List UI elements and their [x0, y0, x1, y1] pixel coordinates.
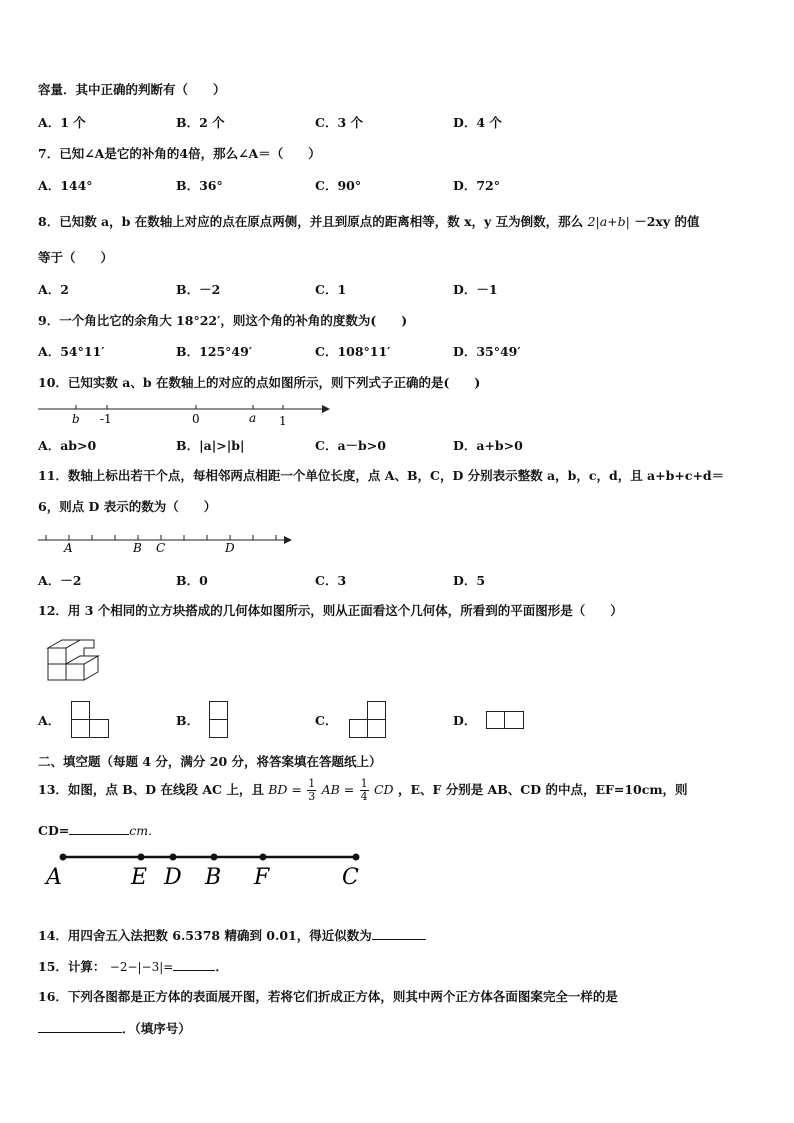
- label-b: b: [72, 412, 80, 426]
- question-13-line2: [38, 822, 152, 839]
- point-F: [260, 854, 267, 861]
- q9-option-d[interactable]: D．35°49′: [453, 344, 521, 359]
- label-B: B: [133, 541, 142, 555]
- q8-tail: －2xy 的值: [634, 214, 700, 229]
- q15-expression: −2−|−3|=: [109, 960, 174, 974]
- question-15: 15．计算： −2−|−3|= ．: [38, 959, 228, 974]
- q10-option-c[interactable]: C．a－b>0: [315, 438, 386, 453]
- question-11-line1: 11．数轴上标出若干个点，每相邻两点相距一个单位长度，点 A、B，C，D 分别表示整数 a，b，c，d，且 a+b+c+d＝: [38, 468, 725, 483]
- number-line-arrow: [322, 405, 330, 413]
- label-D: D: [164, 865, 182, 890]
- q12-option-b[interactable]: B．: [176, 713, 200, 728]
- q6-option-a[interactable]: A．1 个: [38, 115, 86, 130]
- option-b-square-bottom: [209, 719, 228, 738]
- question-8-line1: [38, 214, 699, 230]
- q13-fraction-1: $\frac{1}{3}$: [308, 777, 316, 803]
- option-a-square-bottom-left: [71, 719, 90, 738]
- q8-option-b[interactable]: B．－2: [176, 282, 221, 297]
- q15-answer-blank[interactable]: [173, 958, 215, 971]
- question-8-line2: 等于（ ）: [38, 250, 114, 265]
- q13-rhs: CD: [373, 782, 394, 797]
- q13-fraction-2: $\frac{1}{4}$: [360, 777, 368, 803]
- question-16-line1: 16．下列各图都是正方体的表面展开图，若将它们折成正方体，则其中两个正方体各面图案完全一样的是: [38, 989, 618, 1004]
- option-c-square-bottom-right: [367, 719, 386, 738]
- q6-option-b[interactable]: B．2 个: [176, 115, 225, 130]
- q8-option-a[interactable]: A．2: [38, 282, 69, 297]
- unit-ticks: [46, 535, 276, 540]
- label-A: A: [64, 541, 73, 555]
- cube-stack-figure: [44, 632, 100, 682]
- label-F: F: [254, 865, 270, 890]
- option-b-square-top: [209, 701, 228, 720]
- question-12: 12．用 3 个相同的立方块搭成的几何体如图所示，则从正面看这个几何体，所看到的平面图形是（ ）: [38, 603, 623, 618]
- q10-option-a[interactable]: A．ab>0: [38, 438, 97, 453]
- label-C: C: [342, 865, 359, 890]
- q7-option-a[interactable]: A．144°: [38, 178, 93, 193]
- q11-option-a[interactable]: A．－2: [38, 573, 82, 588]
- q7-option-b[interactable]: B．36°: [176, 178, 223, 193]
- q8-expression: 2|a+b|: [587, 214, 630, 229]
- q6-option-d[interactable]: D．4 个: [453, 115, 502, 130]
- point-E: [138, 854, 145, 861]
- q10-option-d[interactable]: D．a+b>0: [453, 438, 523, 453]
- q12-option-a[interactable]: A．: [38, 713, 61, 728]
- question-16-line2: ．（填序号）: [38, 1020, 191, 1037]
- option-a-square-bottom-right: [89, 719, 109, 738]
- label-neg1: -1: [100, 412, 112, 426]
- question-7: 7．已知∠A是它的补角的4倍，那么∠A＝（ ）: [38, 146, 321, 161]
- question-10: 10．已知实数 a、b 在数轴上的对应的点如图所示，则下列式子正确的是( ): [38, 375, 481, 390]
- q11-option-b[interactable]: B．0: [176, 573, 208, 588]
- q11-option-d[interactable]: D．5: [453, 573, 486, 588]
- point-D: [170, 854, 177, 861]
- point-C: [353, 854, 360, 861]
- option-d-square-left: [486, 711, 505, 729]
- q11-option-c[interactable]: C．3: [315, 573, 347, 588]
- q13-text-post: ，E、F 分别是 AB、CD 的中点，EF=10cm，则: [397, 782, 688, 797]
- point-A: [60, 854, 67, 861]
- question-11-line2: 6，则点 D 表示的数为（ ）: [38, 499, 217, 514]
- q8-option-d[interactable]: D．－1: [453, 282, 498, 297]
- number-line-arrow: [284, 536, 292, 544]
- q9-option-b[interactable]: B．125°49′: [176, 344, 253, 359]
- q14-answer-blank[interactable]: [372, 927, 426, 940]
- q13-mid: AB =: [321, 782, 355, 797]
- label-B: B: [205, 865, 222, 890]
- label-A: A: [46, 865, 62, 890]
- q13-text-pre: 13．如图，点 B、D 在线段 AC 上，且: [38, 782, 264, 797]
- question-14: 14．用四舍五入法把数 6.5378 精确到 0.01，得近似数为: [38, 927, 426, 944]
- number-line-figure-10: [36, 398, 336, 428]
- option-c-square-top: [367, 701, 386, 720]
- q12-option-c[interactable]: C．: [315, 713, 338, 728]
- q9-option-a[interactable]: A．54°11′: [38, 344, 105, 359]
- label-a: a: [249, 411, 257, 425]
- question-6-tail: 容量．其中正确的判断有（ ）: [38, 82, 226, 97]
- label-E: E: [131, 865, 148, 890]
- q7-option-c[interactable]: C．90°: [315, 178, 362, 193]
- option-c-square-bottom-left: [349, 719, 368, 738]
- q6-option-c[interactable]: C．3 个: [315, 115, 363, 130]
- q13-cd-label: CD=: [38, 823, 70, 838]
- q12-option-d[interactable]: D．: [453, 713, 477, 728]
- option-d-square-right: [504, 711, 524, 729]
- label-C: C: [156, 541, 166, 555]
- label-zero: 0: [192, 412, 200, 426]
- option-a-square-top: [71, 701, 90, 720]
- section-fill-in-heading: 二、填空题（每题 4 分，满分 20 分，将答案填在答题纸上）: [38, 754, 382, 769]
- point-B: [211, 854, 218, 861]
- question-13-line1: [38, 777, 688, 803]
- label-one: 1: [279, 414, 287, 428]
- q13-answer-blank[interactable]: [69, 822, 129, 835]
- q9-option-c[interactable]: C．108°11′: [315, 344, 391, 359]
- q13-unit: cm.: [129, 823, 153, 838]
- q16-answer-blank[interactable]: [38, 1020, 122, 1033]
- q7-option-d[interactable]: D．72°: [453, 178, 500, 193]
- segment-figure-13: [40, 848, 370, 890]
- q8-option-c[interactable]: C．1: [315, 282, 347, 297]
- q8-text: 8．已知数 a，b 在数轴上对应的点在原点两侧，并且到原点的距离相等，数 x，y 互为倒数，那么: [38, 214, 584, 229]
- q10-option-b[interactable]: B．|a|>|b|: [176, 438, 245, 453]
- q13-lhs: BD =: [268, 782, 302, 797]
- label-D: D: [225, 541, 235, 555]
- question-9: 9．一个角比它的余角大 18°22′，则这个角的补角的度数为( ): [38, 313, 408, 328]
- number-line-figure-11: [36, 530, 298, 556]
